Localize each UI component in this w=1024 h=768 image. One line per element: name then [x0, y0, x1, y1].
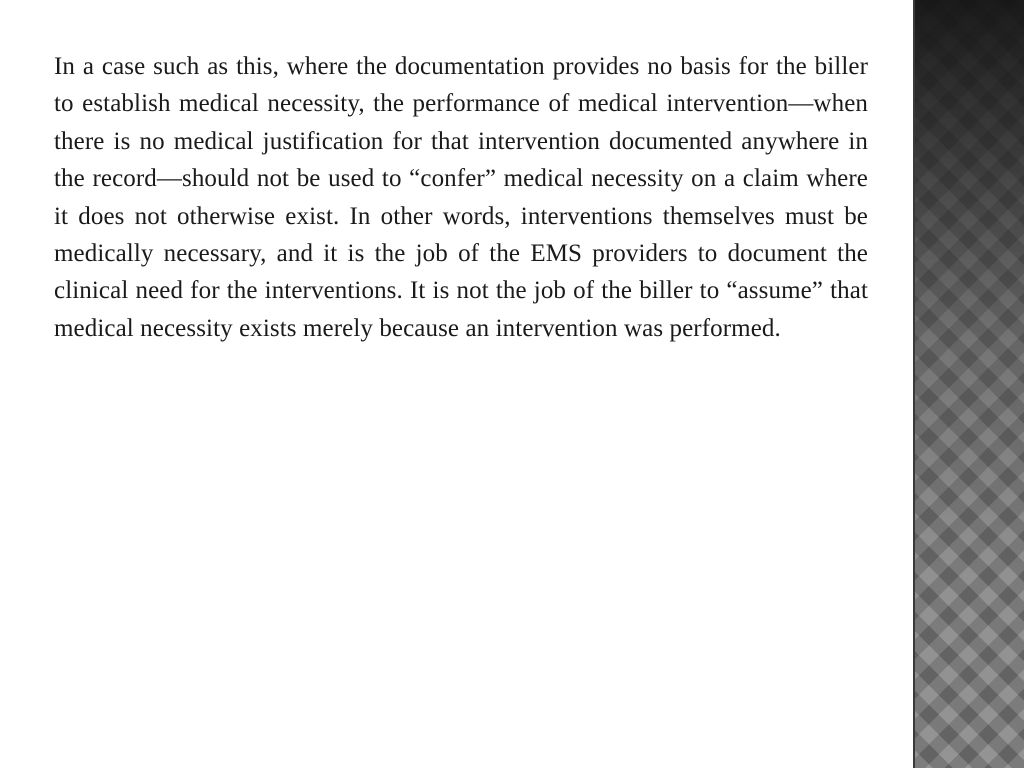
- decorative-side-band: [913, 0, 1024, 768]
- body-paragraph: In a case such as this, where the documentation provides no basis for the biller to establish medical necessity, the performance of medical intervention—when there is no medical justification for that intervention documented anywhere in the record—should not be used to “confer” medical necessity on a claim where it does not otherwise exist. In other words, interventions themselves must be medically necessary, and it is the job of the EMS providers to document the clinical need for the interventions. It is not the job of the biller to “assume” that medical necessity exists merely because an intervention was performed.: [54, 53, 868, 342]
- side-band-edge: [913, 0, 915, 768]
